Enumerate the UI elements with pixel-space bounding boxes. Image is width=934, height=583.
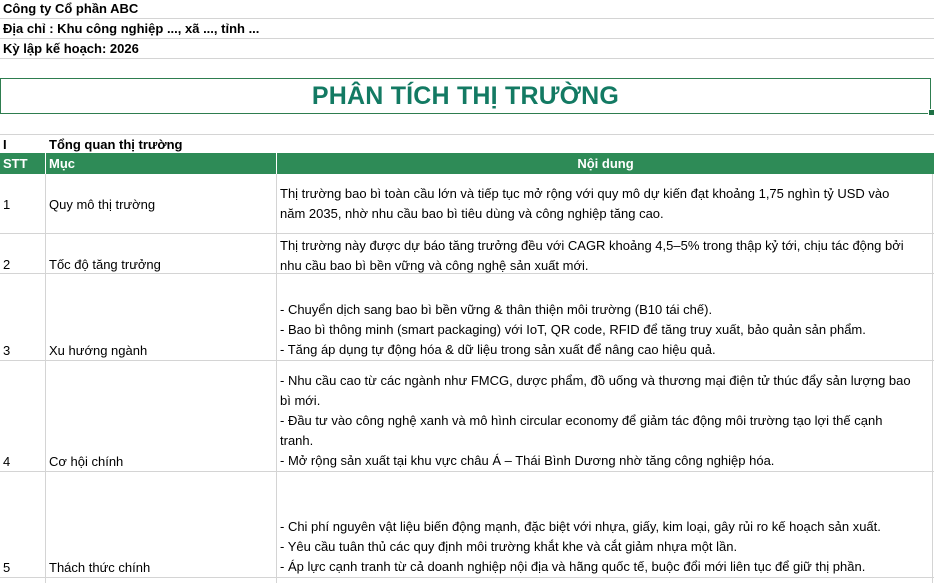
row-content[interactable]: - Chi phí nguyên vật liệu biến động mạnh, đặc biệt với nhựa, giấy, kim loại, gây rủi ro kế hoạch sản xuất. - Yêu cầu tuân thủ các quy định môi trường khắt khe và cắt giảm nhựa một lần. - Áp lực cạnh tranh từ cả doanh nghiệp nội địa và hãng quốc tế, buộc đổi mới liên tục để giữ thị phần. bbox=[280, 519, 881, 574]
section-number: I bbox=[3, 137, 7, 152]
row-item[interactable]: Tốc độ tăng trưởng bbox=[49, 257, 161, 272]
column-header-content: Nội dung bbox=[277, 153, 934, 174]
row-separator bbox=[0, 471, 934, 472]
page-title: PHÂN TÍCH THỊ TRƯỜNG bbox=[311, 81, 620, 110]
row-stt[interactable]: 1 bbox=[3, 197, 11, 212]
row-content[interactable]: Thị trường này được dự báo tăng trưởng đều với CAGR khoảng 4,5–5% trong thập kỷ tới, chịu tác động bởi nhu cầu bao bì bền vững và công nghệ sản xuất mới. bbox=[280, 238, 904, 273]
company-address: Địa chỉ : Khu công nghiệp ..., xã ..., tỉnh ... bbox=[3, 21, 260, 36]
row-item[interactable]: Thách thức chính bbox=[49, 560, 151, 575]
row-stt[interactable]: 3 bbox=[3, 343, 11, 358]
column-header-stt: STT bbox=[0, 153, 46, 174]
plan-period: Kỳ lập kế hoạch: 2026 bbox=[3, 41, 139, 56]
row-item[interactable]: Cơ hội chính bbox=[49, 454, 124, 469]
row-stt[interactable]: 5 bbox=[3, 560, 11, 575]
gridline bbox=[0, 58, 934, 59]
gridline bbox=[0, 38, 934, 39]
column-header-item: Mục bbox=[46, 153, 277, 174]
title-cell[interactable] bbox=[0, 78, 931, 114]
row-content[interactable]: - Chuyển dịch sang bao bì bền vững & thân thiện môi trường (B10 tái chế). - Bao bì thông minh (smart packaging) với IoT, QR code, RFID để tăng truy xuất, bảo quản sản phẩm. - Tăng áp dụng tự động hóa & dữ liệu trong sản xuất để nâng cao hiệu quả. bbox=[280, 302, 866, 357]
row-content[interactable]: - Nhu cầu cao từ các ngành như FMCG, dược phẩm, đồ uống và thương mại điện tử thúc đẩy sản lượng bao bì mới. - Đầu tư vào công nghệ xanh và mô hình circular economy để giảm tác động môi trường tạo lợi thế cạnh tranh. - Mở rộng sản xuất tại khu vực châu Á – Thái Bình Dương nhờ tăng công nghiệp hóa. bbox=[280, 373, 911, 468]
gridline bbox=[276, 174, 277, 583]
fill-handle[interactable] bbox=[928, 109, 934, 116]
row-stt[interactable]: 2 bbox=[3, 257, 11, 272]
row-content[interactable]: Thị trường bao bì toàn cầu lớn và tiếp tục mở rộng với quy mô dự kiến đạt khoảng 1,75 nghìn tỷ USD vào năm 2035, nhờ nhu cầu bao bì tiêu dùng và công nghiệp tăng cao. bbox=[280, 186, 890, 221]
section-label: Tổng quan thị trường bbox=[49, 137, 183, 152]
company-name: Công ty Cổ phần ABC bbox=[3, 1, 139, 16]
gridline bbox=[0, 134, 934, 135]
row-stt[interactable]: 4 bbox=[3, 454, 11, 469]
row-separator bbox=[0, 233, 934, 234]
gridline bbox=[0, 18, 934, 19]
row-separator bbox=[0, 360, 934, 361]
row-item[interactable]: Xu hướng ngành bbox=[49, 343, 148, 358]
gridline bbox=[932, 174, 933, 583]
row-separator bbox=[0, 577, 934, 578]
row-item[interactable]: Quy mô thị trường bbox=[49, 197, 156, 212]
gridline bbox=[45, 174, 46, 583]
